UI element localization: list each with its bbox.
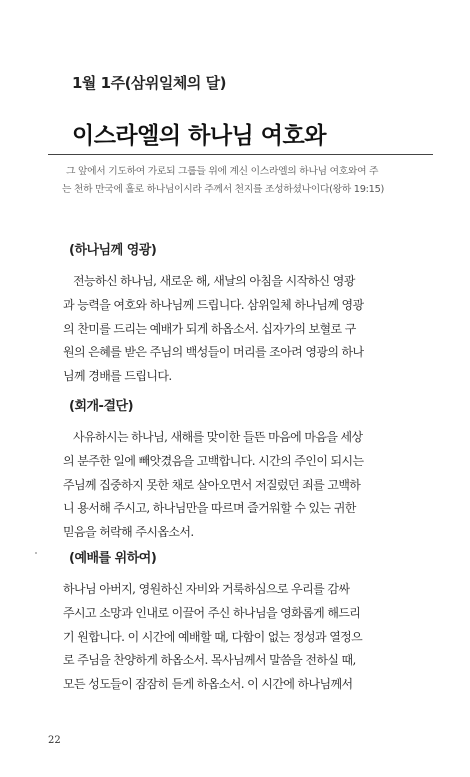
body-line: 과 능력을 여호와 하나님께 드립니다. 삼위일체 하나님께 영광 [63,297,364,312]
section-glory [63,240,413,389]
body-line: 모든 성도들이 잠잠히 듣게 하옵소서. 이 시간에 하나님께서 [63,677,353,692]
week-label: 1월 1주(삼위일체의 달) [72,74,226,92]
body-line: 믿음을 허락해 주시옵소서. [63,525,194,540]
page-title: 이스라엘의 하나님 여호와 [72,123,326,149]
body-line: 의 찬미를 드리는 예배가 되게 하옵소서. 십자가의 보혈로 구 [63,321,356,336]
verse-line: 그 앞에서 기도하여 가로되 그룹들 위에 계신 이스라엘의 하나님 여호와여 주 [66,166,379,177]
body-line: 전능하신 하나님, 새로운 해, 새날의 아침을 시작하신 영광 [73,274,355,288]
title-divider [48,154,433,155]
scripture-verse [62,163,436,199]
section-repentance [63,396,413,545]
body-line: 님께 경배를 드립니다. [63,369,172,384]
page-number: 22 [48,735,61,746]
body-line: 의 분주한 일에 빼앗겼음을 고백합니다. 시간의 주인이 되시는 [63,453,364,468]
body-line: 하나님 아버지, 영원하신 자비와 거룩하심으로 우리를 감싸 [63,582,350,596]
body-line: 원의 은혜를 받은 주님의 백성들이 머리를 조아려 영광의 하나 [63,345,364,360]
verse-line: 는 천하 만국에 홀로 하나님이시라 주께서 천지를 조성하셨나이다(왕하 19:15) [62,184,385,195]
print-speck [35,552,37,554]
section-heading: (예배를 위하여) [69,551,157,566]
section-heading: (하나님께 영광) [69,243,157,258]
body-line: 주님께 집중하지 못한 채로 살아오면서 저질렀던 죄를 고백하 [63,477,361,492]
body-line: 사유하시는 하나님, 새해를 맞이한 들뜬 마음에 마음을 세상 [73,430,363,444]
body-line: 주시고 소망과 인내로 이끌어 주신 하나님을 영화롭게 해드리 [63,605,361,620]
body-line: 기 원합니다. 이 시간에 예배할 때, 다함이 없는 정성과 열정으 [63,629,363,644]
section-worship [63,548,413,697]
section-heading: (회개-결단) [69,399,134,414]
body-line: 니 용서해 주시고, 하나님만을 따르며 즐거워할 수 있는 귀한 [63,501,356,516]
body-line: 로 주님을 찬양하게 하옵소서. 목사님께서 말씀을 전하실 때, [63,653,356,668]
